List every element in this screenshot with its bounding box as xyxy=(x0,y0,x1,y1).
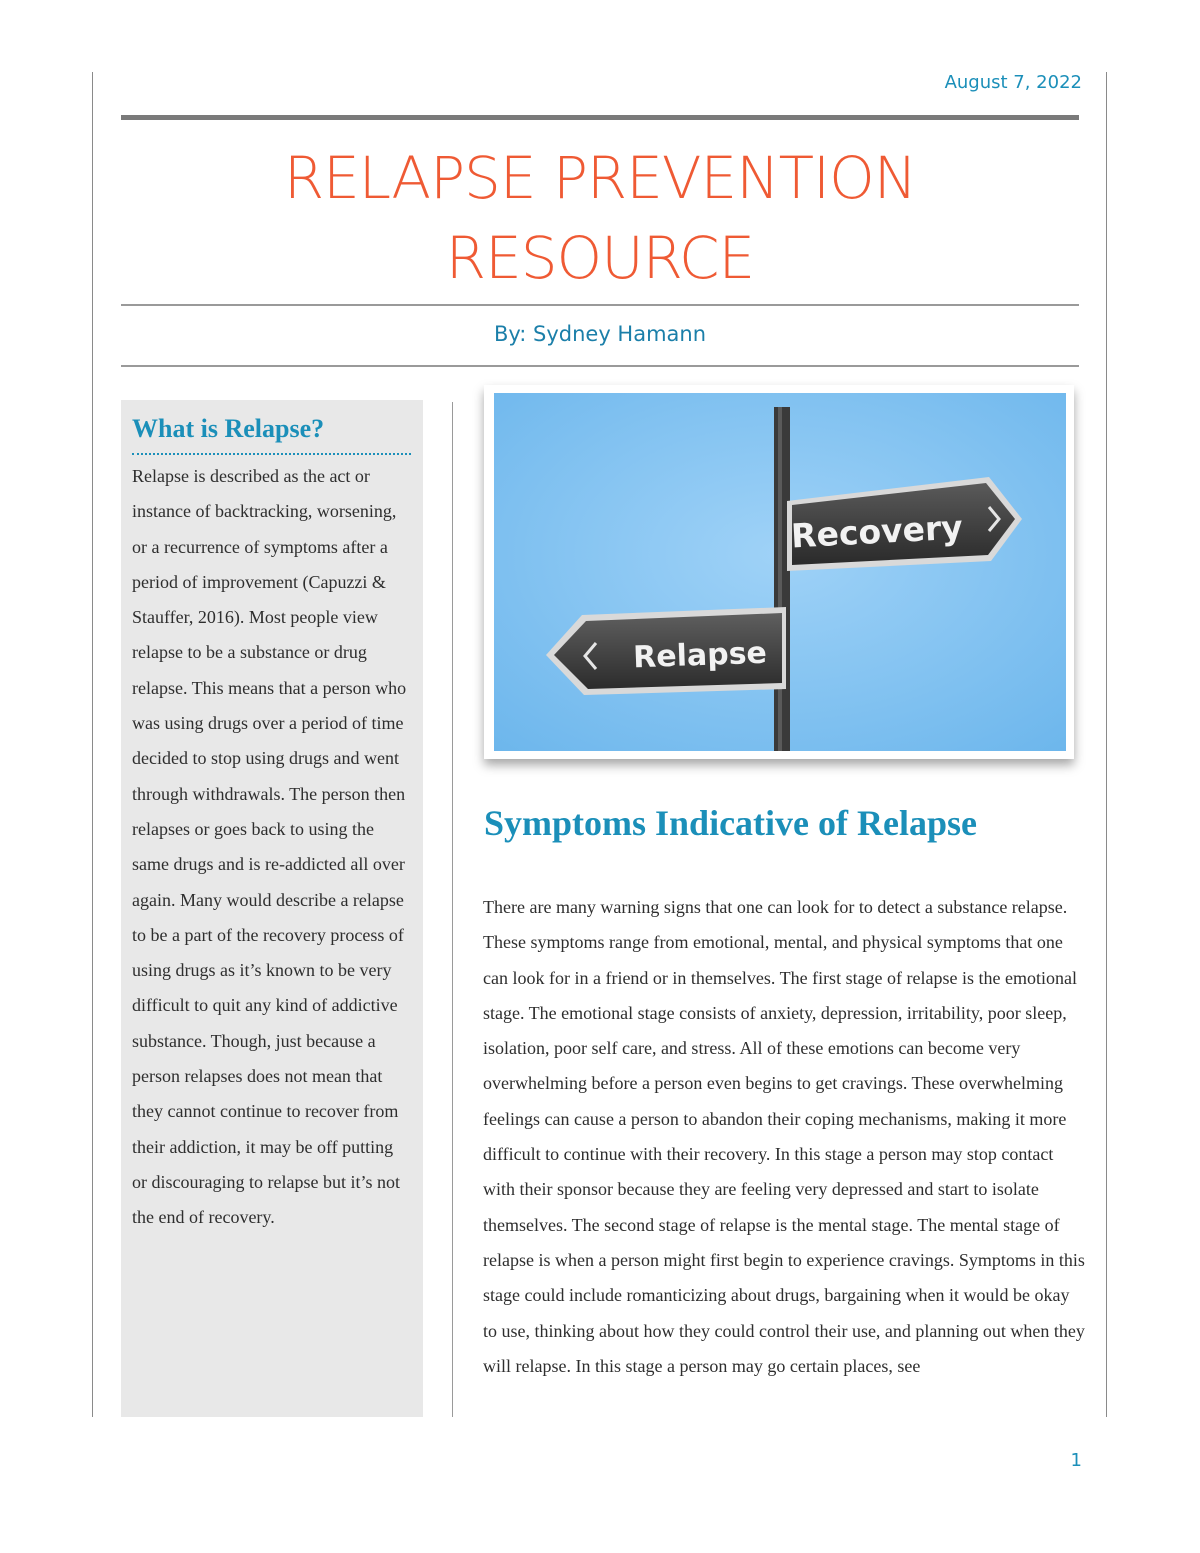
sidebar-body-text: Relapse is described as the act or instance of backtracking, worsening, or a recurrence of symptoms after a period of improvement (Capuzzi & Stauffer, 2016). Most people view relapse to be a substance or drug relapse. This means that a person who was using drugs over a period of time decided to stop using drugs and went through withdrawals. The person then relapses or goes back to using the same drugs and is re-addicted all over again. Many would describe a relapse to be a part of the recovery process of using drugs as it’s known to be very difficult to quit any kind of addictive substance. Though, just because a person relapses does not mean that they cannot continue to recover from their addiction, it may be off putting or discouraging to relapse but it’s not the end of recovery. xyxy=(132,466,407,1228)
signpost-photo xyxy=(494,393,1066,751)
main-heading: Symptoms Indicative of Relapse xyxy=(484,803,977,843)
title-line-2: RESOURCE xyxy=(445,224,755,292)
signpost-photo-frame xyxy=(484,385,1074,759)
left-margin-line xyxy=(92,72,93,1417)
author-byline: By: Sydney Hamann xyxy=(493,322,707,346)
main-body-text: There are many warning signs that one can look for to detect a substance relapse. These symptoms range from emotional, mental, and physical symptoms that one can look for in a friend or in themselves. The first stage of relapse is the emotional stage. The emotional stage consists of anxiety, depression, irritability, poor sleep, isolation, poor self care, and stress. All of these emotions can become very overwhelming before a person even begins to get cravings. These overwhelming feelings can cause a person to abandon their coping mechanisms, making it more difficult to continue with their recovery. In this stage a person may stop contact with their sponsor because they are feeling very depressed and start to isolate themselves. The second stage of relapse is the mental stage. The mental stage of relapse is when a person might first begin to experience cravings. Symptoms in this stage could include romanticizing about drugs, bargaining when it would be okay to use, thinking about how they could control their use, and planning out when they will relapse. In this stage a person may go certain places, see xyxy=(483,897,1085,1376)
sidebar-what-is-relapse xyxy=(121,400,423,1417)
relapse-sign-label: Relapse xyxy=(632,635,768,676)
title-line-1: RELAPSE PREVENTION xyxy=(283,144,917,212)
byline-rule xyxy=(121,365,1079,367)
right-margin-line xyxy=(1106,72,1107,1417)
document-title xyxy=(121,138,1079,298)
column-divider xyxy=(452,402,453,1417)
page-number: 1 xyxy=(1070,1450,1082,1471)
header-rule xyxy=(121,115,1079,120)
sidebar-heading: What is Relapse? xyxy=(132,412,411,455)
document-date: August 7, 2022 xyxy=(944,72,1082,93)
recovery-sign-label: Recovery xyxy=(790,507,964,556)
title-rule xyxy=(121,304,1079,306)
relapse-sign xyxy=(546,607,786,695)
